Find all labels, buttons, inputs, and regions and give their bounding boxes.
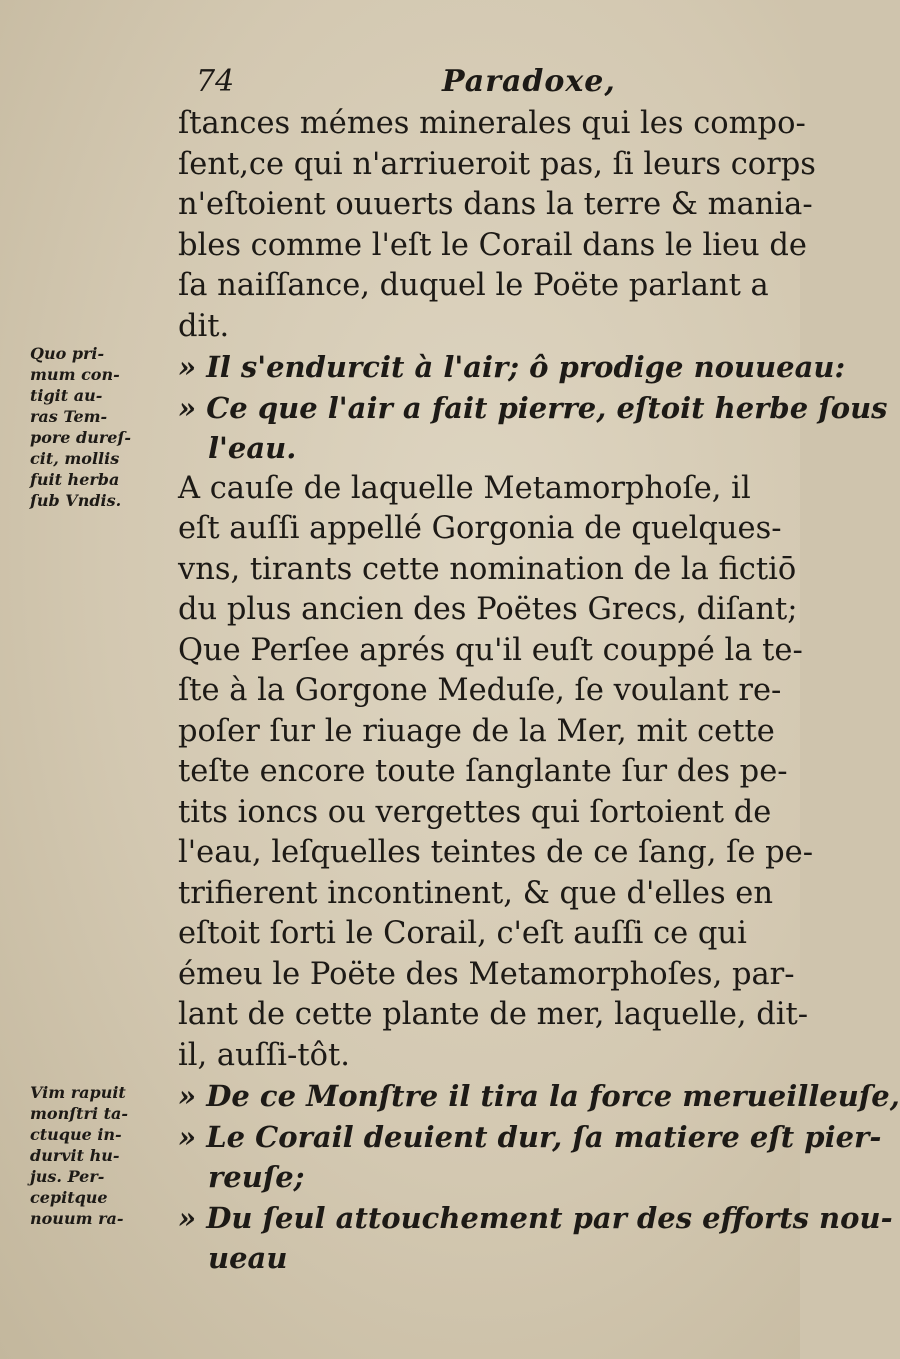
text-line: eſt auſſi appellé Gorgonia de quelques- <box>178 511 782 546</box>
page-number: 74 <box>196 64 235 99</box>
text-line: ſtances mémes minerales qui les compo- <box>178 106 806 141</box>
margin-note-latin-1 <box>30 343 175 511</box>
margin-line: Vim rapuit <box>30 1083 126 1102</box>
text-line: vns, tirants cette nomination de la fictiō <box>178 551 797 587</box>
main-text <box>178 104 900 1279</box>
text-line: ſte à la Gorgone Meduſe, ſe voulant re- <box>178 673 782 708</box>
text-line: teſte encore toute ſanglante ſur des pe- <box>178 754 788 789</box>
text-line: tits ioncs ou vergettes qui ſortoient de <box>178 794 772 830</box>
text-line: du plus ancien des Poëtes Grecs, diſant; <box>178 592 798 627</box>
text-line: bles comme l'eſt le Corail dans le lieu de <box>178 227 807 263</box>
text-line: poſer ſur le riuage de la Mer, mit cette <box>178 713 775 749</box>
text-line: trifierent incontinent, & que d'elles en <box>178 875 774 911</box>
margin-line: Quo pri- <box>30 344 105 363</box>
verse-line: ueau <box>208 1241 288 1275</box>
text-line: ſent,ce qui n'arriueroit pas, ſi leurs corps <box>178 146 816 182</box>
margin-line: tigit au- <box>30 386 103 405</box>
verse-line: reuſe; <box>208 1160 305 1194</box>
margin-line: ctuque in- <box>30 1125 122 1144</box>
margin-line: jus. Per- <box>30 1167 105 1186</box>
verse-line: » Ce que l'air a fait pierre, eſtoit herbe ſous <box>178 390 888 425</box>
verse-line: l'eau. <box>208 431 297 465</box>
margin-line: fuit herba <box>30 470 120 489</box>
page-header <box>186 64 746 104</box>
verse-line: » Le Corail deuient dur, ſa matiere eſt pier- <box>178 1119 882 1154</box>
text-line: émeu le Poëte des Metamorphoſes, par- <box>178 956 795 992</box>
text-line: lant de cette plante de mer, laquelle, dit- <box>178 997 809 1032</box>
margin-note-latin-2 <box>30 1082 175 1229</box>
running-title: Paradoxe, <box>442 64 616 99</box>
margin-line: nouum ra- <box>30 1209 124 1228</box>
text-line: n'eſtoient ouuerts dans la terre & mania- <box>178 187 813 222</box>
verse-line: » Il s'endurcit à l'air; ô prodige nouueau: <box>178 350 846 384</box>
margin-line: durvit hu- <box>30 1146 120 1165</box>
text-line: ſa naiſſance, duquel le Poëte parlant a <box>178 268 769 303</box>
margin-line: cepitque <box>30 1188 108 1207</box>
text-line: eſtoit ſorti le Corail, c'eſt auſſi ce qui <box>178 916 747 951</box>
verse-line: » Du ſeul attouchement par des efforts nou- <box>178 1200 893 1235</box>
margin-line: monſtri ta- <box>30 1104 128 1123</box>
margin-line: cit, mollis <box>30 449 120 468</box>
text-line: dit. <box>178 308 230 344</box>
text-line: l'eau, leſquelles teintes de ce ſang, ſe pe- <box>178 835 814 870</box>
margin-line: ras Tem- <box>30 407 108 426</box>
margin-line: pore dureſ- <box>30 428 131 447</box>
margin-line: mum con- <box>30 365 120 384</box>
margin-line: ſub Vndis. <box>30 491 122 510</box>
text-line: A cauſe de laquelle Metamorphoſe, il <box>178 470 751 506</box>
verse-line: » De ce Monſtre il tira la force merueilleuſe, <box>178 1079 900 1113</box>
text-line: Que Perſee aprés qu'il euſt couppé la te- <box>178 632 803 668</box>
text-line: il, auſſi-tôt. <box>178 1037 350 1073</box>
